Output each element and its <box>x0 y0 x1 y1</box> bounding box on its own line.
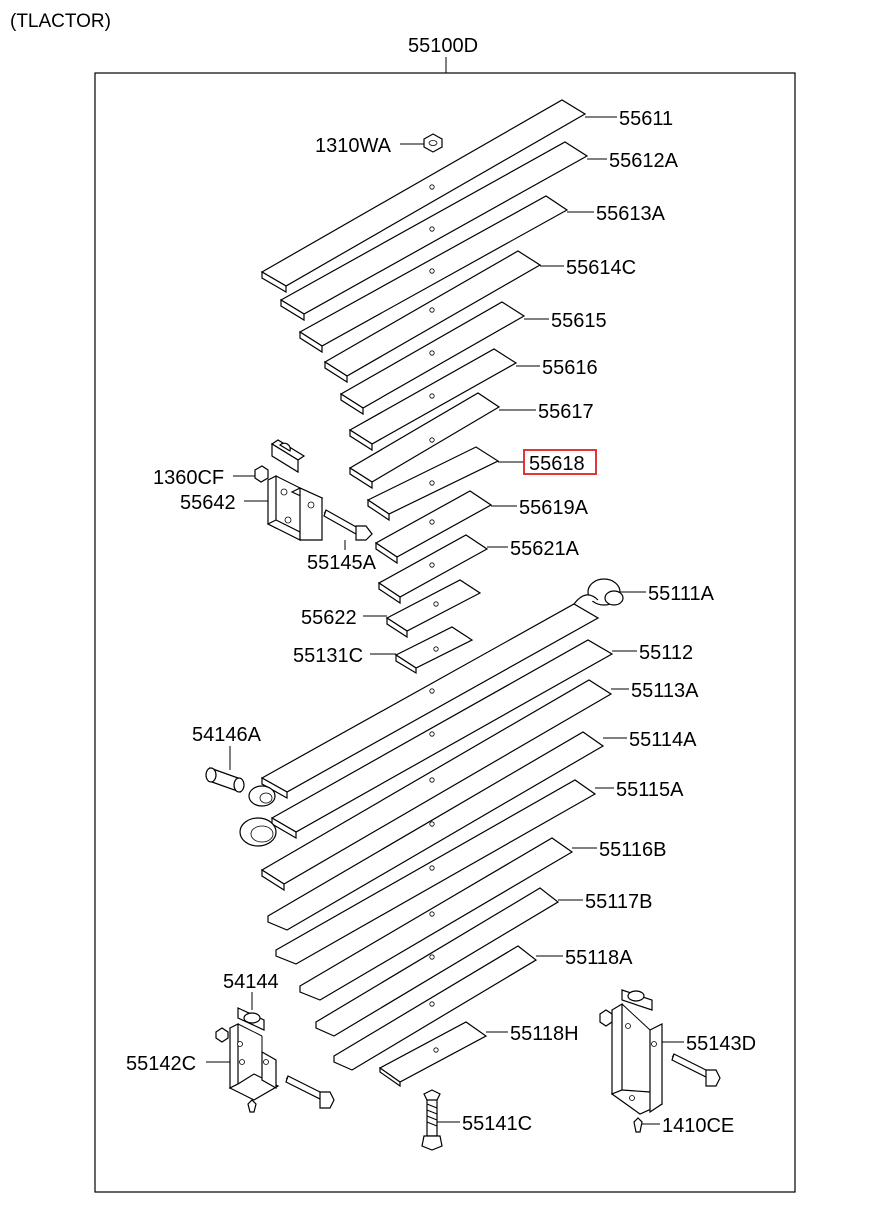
nut-1410CE[interactable] <box>634 1118 642 1132</box>
label-55118A[interactable]: 55118A <box>565 947 633 969</box>
label-55145A[interactable]: 55145A <box>307 552 376 574</box>
bolt-55143D-side[interactable] <box>672 1054 720 1086</box>
nut-1310WA[interactable] <box>424 134 442 152</box>
label-55621A[interactable]: 55621A <box>510 538 579 560</box>
label-55613A[interactable]: 55613A <box>596 203 665 225</box>
nut-1360CF[interactable] <box>255 466 268 482</box>
label-55118H[interactable]: 55118H <box>510 1023 579 1045</box>
label-55615[interactable]: 55615 <box>551 310 607 332</box>
shackle-55142C[interactable] <box>216 1024 278 1112</box>
label-55116B[interactable]: 55116B <box>599 839 667 861</box>
bolt-55142C-side[interactable] <box>286 1076 334 1108</box>
label-55117B[interactable]: 55117B <box>585 891 653 913</box>
label-55614C[interactable]: 55614C <box>566 257 637 279</box>
label-55113A[interactable]: 55113A <box>631 680 699 702</box>
label-1310WA[interactable]: 1310WA <box>315 135 391 157</box>
label-55114A[interactable]: 55114A <box>629 729 697 751</box>
label-55622[interactable]: 55622 <box>301 607 357 629</box>
label-1360CF[interactable]: 1360CF <box>153 467 225 489</box>
bolt-55145A[interactable] <box>324 510 372 540</box>
label-55143D[interactable]: 55143D <box>686 1033 757 1055</box>
leaf-55612A[interactable] <box>281 142 587 320</box>
label-55619A[interactable]: 55619A <box>519 497 588 519</box>
label-55617[interactable]: 55617 <box>538 401 594 423</box>
label-1410CE[interactable]: 1410CE <box>662 1115 735 1137</box>
pin-55143D-top[interactable] <box>622 990 652 1010</box>
label-55616[interactable]: 55616 <box>542 357 598 379</box>
label-55111A[interactable]: 55111A <box>648 583 714 605</box>
label-55618[interactable]: 55618 <box>529 453 585 475</box>
label-55612A[interactable]: 55612A <box>609 150 678 172</box>
label-55112[interactable]: 55112 <box>639 642 694 664</box>
shackle-55143D[interactable] <box>600 1004 662 1114</box>
label-55611[interactable]: 55611 <box>619 108 674 130</box>
assembly-number: 55100D <box>408 35 479 57</box>
bushing-54146A[interactable] <box>206 768 244 792</box>
label-55115A[interactable]: 55115A <box>616 779 684 801</box>
label-55642[interactable]: 55642 <box>180 492 236 514</box>
center-bolt-55141C[interactable] <box>422 1090 442 1150</box>
label-54146A[interactable]: 54146A <box>192 724 261 746</box>
label-55131C[interactable]: 55131C <box>293 645 364 667</box>
label-54144[interactable]: 54144 <box>223 971 279 993</box>
pin-54144[interactable] <box>238 1008 264 1030</box>
shackle-bracket-55642[interactable] <box>268 440 322 540</box>
label-55141C[interactable]: 55141C <box>462 1113 533 1135</box>
label-55142C[interactable]: 55142C <box>126 1053 197 1075</box>
upper-leaf-pack <box>262 100 587 673</box>
variant-label: (TLACTOR) <box>10 11 111 32</box>
